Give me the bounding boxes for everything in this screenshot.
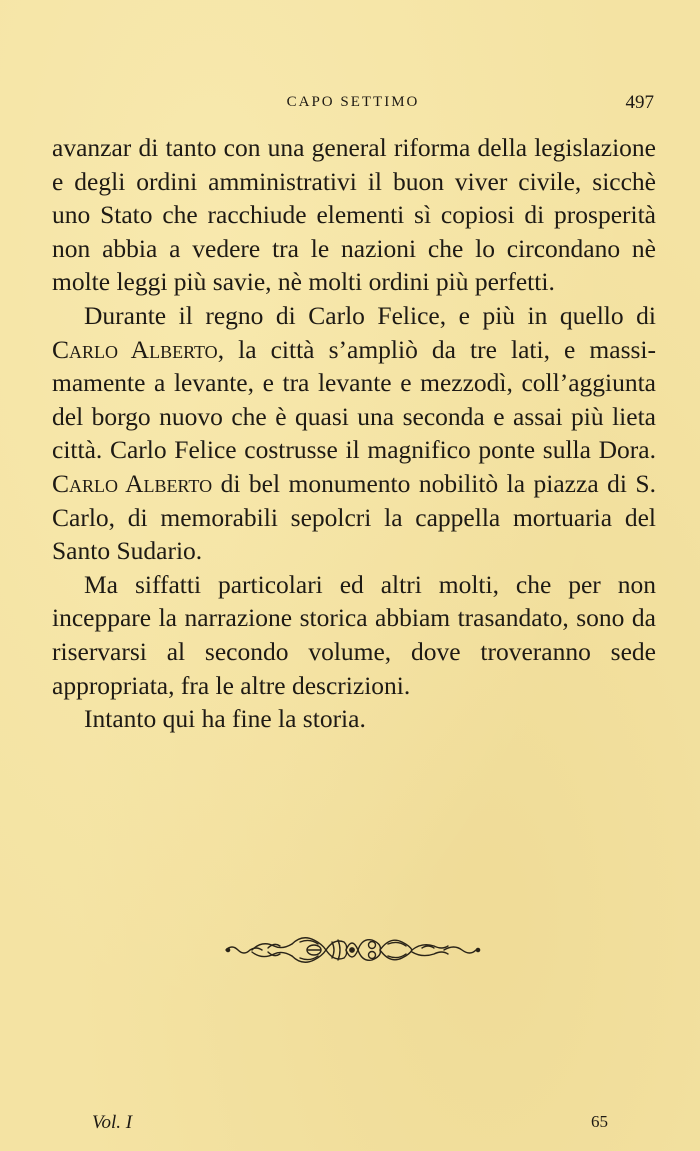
paragraph-2 (52, 299, 656, 568)
running-head (52, 92, 654, 116)
paragraph-2-part-b: , la città s’ampliò da tre lati, e massimamente a levante, e tra levante e mezzodì, coll’aggiunta del borgo nuovo che è quasi una seconda e assai più lieta città. Carlo Felice costrusse il magnifico ponte sulla Dora. (52, 334, 657, 465)
paragraph-4: Intanto qui ha fine la storia. (84, 704, 366, 734)
name-carlo-alberto-1: Carlo Alberto (52, 334, 218, 364)
paragraph-1: avanzar di tanto con una general riforma della legislazione e degli ordini amministrativi il buon viver civile, sicchè uno Stato che racchiude elementi sì copiosi di prosperità non abbia a vedere tra le nazioni che lo circondano nè molte leggi più savie, nè molti ordini più perfetti. (52, 133, 656, 297)
paragraph-2-part-a: Durante il regno di Carlo Felice, e più in quello di (84, 300, 656, 330)
page-footer (92, 1112, 608, 1138)
name-carlo-alberto-2: Carlo Alberto (52, 468, 213, 498)
floral-tailpiece-icon (222, 928, 482, 972)
signature-number: 65 (591, 1112, 608, 1131)
paragraph-2-part-c: di bel monumento nobilitò la piazza di S. Carlo, di memorabili sepolcri la cappella mortuaria del Santo Sudario. (52, 468, 656, 566)
volume-label: Vol. I (92, 1112, 133, 1133)
page-number: 497 (625, 92, 654, 113)
body-text (52, 131, 656, 736)
paragraph-3: Ma siffatti particolari ed altri molti, che per non inceppare la narrazione storica abbiam trasandato, sono da riservarsi al secondo volume, dove troveranno sede appropriata, fra le altre descrizioni. (52, 569, 656, 700)
running-title: CAPO SETTIMO (286, 94, 420, 110)
